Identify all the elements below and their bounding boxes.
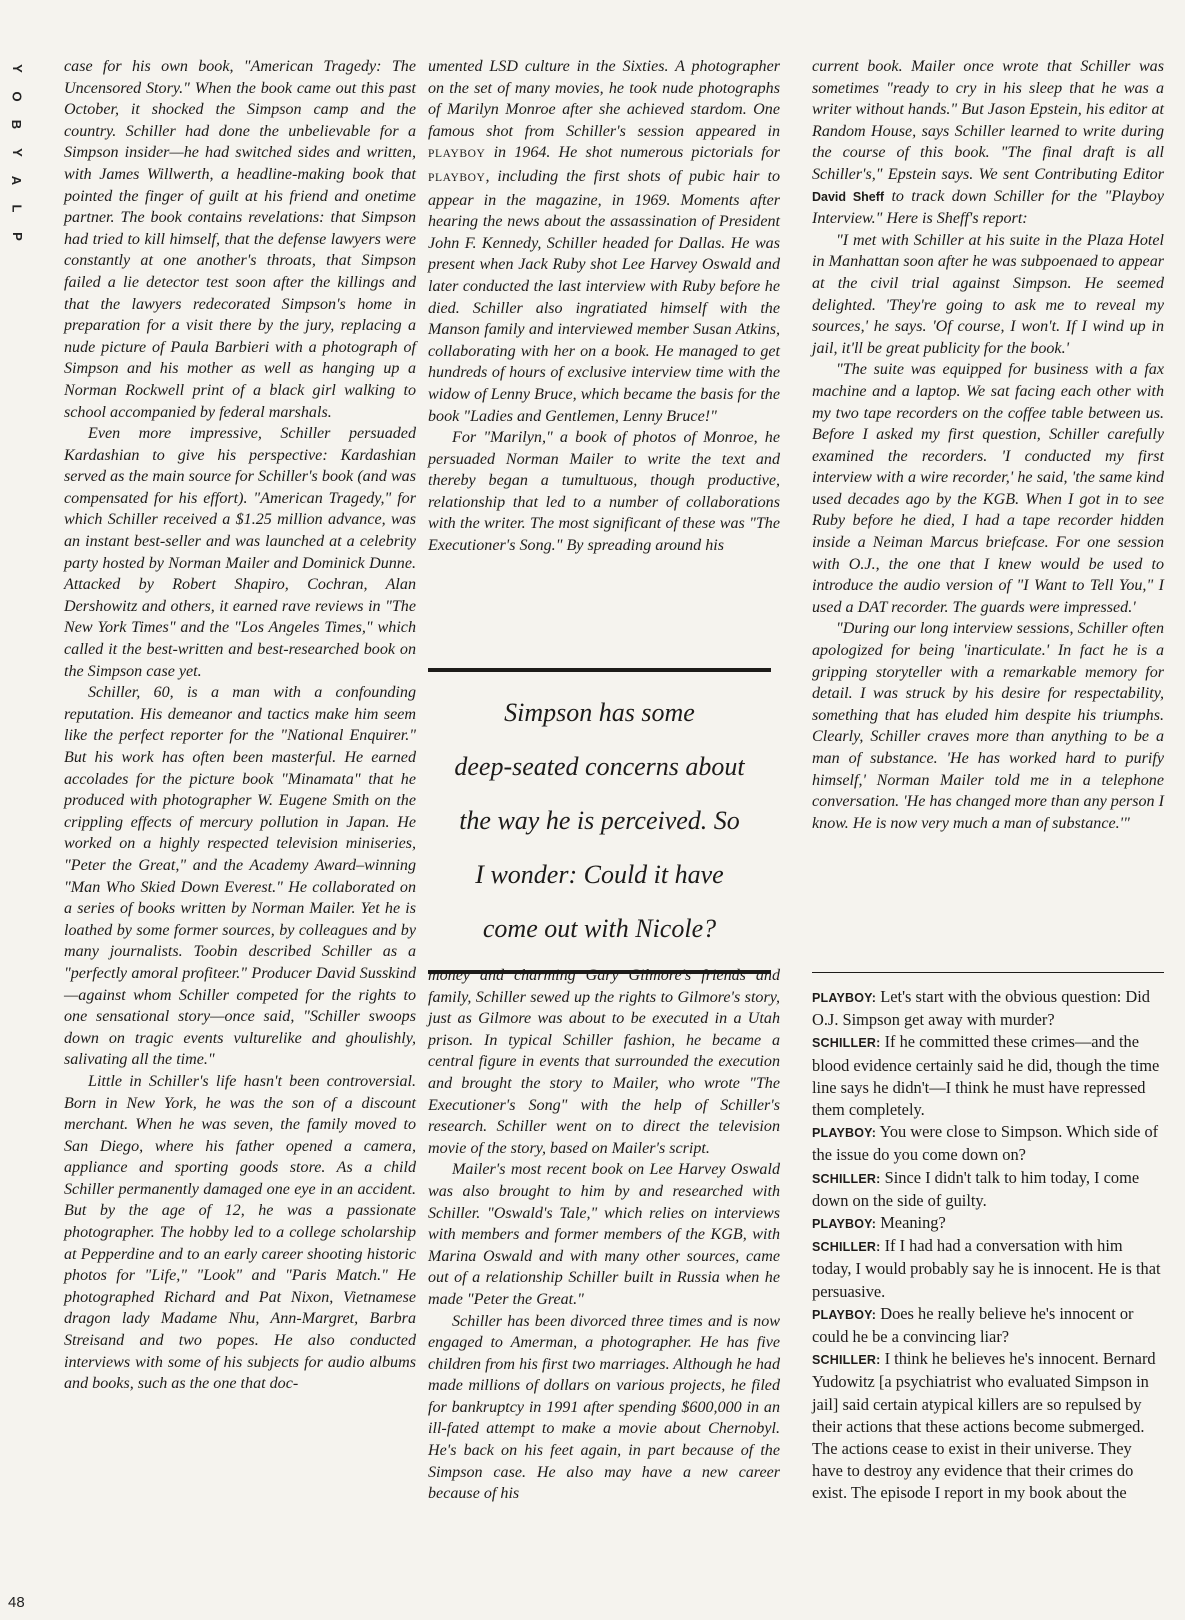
body-paragraph: "I met with Schiller at his suite in the Plaza Hotel in Manhattan soon after he was subpoenaed to appear at the civil trial against Simpson. He seemed delighted. 'They're going to ask me to reveal my sources,' he says. 'Of course, I won't. If I wind up in jail, it'll be great publicity for the book.' — [812, 231, 1164, 357]
pull-quote — [428, 668, 771, 974]
body-paragraph: For "Marilyn," a book of photos of Monroe, he persuaded Norman Mailer to write the text and thereby began a tumultuous, though productive, relationship that led to a number of collaborations with the writer. The most significant of these was "The Executioner's Song." By spreading around his — [428, 429, 780, 555]
speaker-label: PLAYBOY: — [812, 1217, 877, 1232]
column-2 — [428, 56, 780, 557]
pull-quote-line: come out with Nicole? — [482, 914, 717, 943]
speaker-label: PLAYBOY: — [812, 1307, 877, 1322]
contributor-name: David Sheff — [812, 189, 885, 204]
magazine-name: PLAYBOY — [428, 171, 486, 184]
speaker-label: PLAYBOY: — [812, 1126, 877, 1141]
qa-exchange — [812, 1212, 1164, 1235]
body-paragraph: "During our long interview sessions, Schiller often apologized for being 'inarticulate.' In fact he is a gripping storyteller with a remarkable memory for detail. I was struck by his desire for respectability, something that has eluded him despite his triumphs. Clearly, Schiller craves more than anything to be a man of substance. 'He has worked hard to purify himself,' Norman Mailer told me in a telephone conversation. 'He has changed more than any person I know. He is now very much a man of substance.'" — [812, 620, 1164, 832]
qa-exchange — [812, 1167, 1164, 1212]
speaker-label: PLAYBOY: — [812, 991, 877, 1005]
body-paragraph: "The suite was equipped for business with a fax machine and a laptop. We sat facing each other with my two tape recorders on the coffee table between us. Before I asked my first question, Schiller carefully examined the recorders. 'I conducted my first interview with a wire recorder,' he said, 'the same kind used decades ago by the KGB. When I got in to see Ruby before he died, I had a tape recorder hidden inside a Neiman Marcus briefcase. For one session with O.J., the one that I knew would be used to introduce the audio version of "I Want to Tell You," I used a DAT recorder. The guards were impressed.' — [812, 361, 1164, 616]
spine-letter: Y — [9, 64, 25, 73]
qa-text: I think he believes he's innocent. Bernard Yudowitz [a psychiatrist who evaluated Simpson in jail] said certain atypical killers are so repulsed by their actions that these actions become submerged. The actions cease to exist in their universe. They have to destroy any evidence that their crimes do exist. The episode I report in my book about the — [812, 1349, 1156, 1503]
qa-text: Meaning? — [880, 1213, 946, 1233]
spine-letter: A — [9, 175, 25, 186]
body-paragraph — [812, 56, 1164, 230]
section-divider — [812, 972, 1164, 973]
qa-text: You were close to Simpson. Which side of the issue do you come down on? — [812, 1122, 1159, 1165]
body-paragraph: money and charming Gary Gilmore's friends and family, Schiller sewed up the rights to Gilmore's story, just as Gilmore was about to be executed in a Utah prison. In typical Schiller fashion, he became a central figure in events that surrounded the execution and brought the story to Mailer, who wrote "The Executioner's Song" with the help of Schiller's research. Schiller went on to direct the television movie of the story, based on Mailer's script. — [428, 967, 780, 1157]
qa-text: Does he really believe he's innocent or could he be a convincing liar? — [812, 1303, 1134, 1347]
speaker-label: SCHILLER: — [812, 1240, 881, 1255]
qa-exchange — [812, 1235, 1164, 1303]
column-2-continued — [428, 965, 780, 1505]
speaker-label: SCHILLER: — [812, 1036, 881, 1051]
page-number: 48 — [8, 1594, 25, 1611]
pull-quote-line: the way he is perceived. So — [459, 806, 740, 835]
spine-letter: B — [9, 119, 25, 130]
qa-text: Let's start with the obvious question: Did O.J. Simpson get away with murder? — [812, 987, 1150, 1030]
pull-quote-line: deep-seated concerns about — [454, 752, 745, 781]
body-paragraph: Schiller has been divorced three times and is now engaged to Amerman, a photographer. He has five children from his first two marriages. Although he had made millions of dollars on various projects, he filed for bankruptcy in 1991 after spending $600,000 in an ill-fated attempt to make a movie about Chernobyl. He's back on his feet again, in part because of the Simpson case. He also may have a new career because of his — [428, 1312, 780, 1503]
text-run: current book. Mailer once wrote that Schiller was sometimes "ready to cry in his sleep that he was a writer without hands." But Jason Epstein, his editor at Random House, says Schiller learned to write during the course of this book. "The final draft is all Schiller's," Epstein says. We sent Contributing Editor — [812, 58, 1164, 183]
column-1 — [64, 56, 416, 1395]
body-paragraph: case for his own book, "American Tragedy: The Uncensored Story." When the book came out this past October, it shocked the Simpson camp and the country. Schiller had done the unbelievable for a Simpson insider—he had switched sides and written, with James Willwerth, a headline-making book that pointed the finger of guilt at his friend and onetime partner. The book contains revelations: that Simpson had tried to kill himself, that the defense lawyers were constantly at one another's throats, that Simpson failed a lie detector test soon after the killings and that the lawyers redecorated Simpson's home in preparation for a visit there by the jury, replacing a nude picture of Paula Barbieri with a photograph of Simpson and his mother as well as hanging up a Norman Rockwell print of a black girl walking to school accompanied by federal marshals. — [64, 58, 416, 421]
spine-letter: L — [9, 204, 25, 213]
text-run: , including the first shots of pubic hair to appear in the magazine, in 1969. Moments after hearing the news about the assassination of President John F. Kennedy, Schiller headed for Dallas. He was present when Jack Ruby shot Lee Harvey Oswald and later conducted the last interview with Ruby before he died. Schiller also ingratiated himself with the Manson family and interviewed member Susan Atkins, collaborating with her on a book. He managed to get hundreds of hours of exclusive interview time with the widow of Lenny Bruce, which became the basis for the book "Ladies and Gentlemen, Lenny Bruce!" — [428, 167, 780, 425]
pull-quote-line: I wonder: Could it have — [475, 860, 724, 889]
body-paragraph: Little in Schiller's life hasn't been controversial. Born in New York, he was the son of a discount merchant. When he was seven, the family moved to San Diego, where his father opened a camera, appliance and sporting goods store. As a child Schiller permanently damaged one eye in an accident. But by the age of 12, he was a passionate photographer. The hobby led to a college scholarship at Pepperdine and to an early career shooting historic photos for "Life," "Look" and "Paris Match." He photographed Richard and Pat Nixon, Vietnamese dragon lady Madame Nhu, Ann-Margret, Barbra Streisand and two popes. He also conducted interviews with some of his subjects for audio albums and books, such as the one that doc- — [64, 1072, 416, 1393]
spine-letter: P — [9, 232, 25, 241]
qa-exchange — [812, 986, 1164, 1031]
spine-letter: Y — [9, 148, 25, 157]
spine-letter: O — [9, 91, 25, 102]
qa-text: If he committed these crimes—and the blood evidence certainly said he did, though the time line says he didn't—I think he must have repressed them completely. — [812, 1032, 1160, 1120]
body-paragraph: Even more impressive, Schiller persuaded Kardashian to give his perspective: Kardashian served as the main source for Schiller's book (and was compensated for his effort). "American Tragedy," for which Schiller received a $1.25 million advance, was an instant best-seller and was launched at a celebrity party hosted by Norman Mailer and Dominick Dunne. Attacked by Robert Shapiro, Cochran, Alan Dershowitz and others, it earned rave reviews in "The New York Times" and the "Los Angeles Times," which called it the best-written and best-researched book on the Simpson case yet. — [64, 425, 416, 680]
qa-exchange — [812, 1348, 1164, 1504]
text-run: to track down Schiller for the "Playboy Interview." Here is Sheff's report: — [812, 187, 1164, 228]
qa-text: If I had had a conversation with him today, I would probably say he is innocent. He is that persuasive. — [812, 1236, 1161, 1301]
column-3 — [812, 56, 1164, 834]
interview-qa — [812, 986, 1164, 1505]
magazine-name: PLAYBOY — [428, 148, 486, 161]
text-run: umented LSD culture in the Sixties. A photographer on the set of many movies, he took nude photographs of Marilyn Monroe after she achieved stardom. One famous shot from Schiller's session appeared in — [428, 58, 780, 140]
speaker-label: SCHILLER: — [812, 1353, 881, 1368]
magazine-spine-label — [6, 62, 28, 243]
qa-text: Since I didn't talk to him today, I come down on the side of guilty. — [812, 1167, 1140, 1210]
pull-quote-line: Simpson has some — [504, 698, 695, 727]
qa-exchange — [812, 1303, 1164, 1348]
body-paragraph — [428, 56, 780, 427]
text-run: in 1964. He shot numerous pictorials for — [485, 144, 780, 162]
qa-exchange — [812, 1031, 1164, 1121]
speaker-label: SCHILLER: — [812, 1171, 881, 1186]
body-paragraph: Mailer's most recent book on Lee Harvey Oswald was also brought to him by and researched with Schiller. "Oswald's Tale," which relies on interviews with members and former members of the KGB, with Marina Oswald and with many other sources, came out of a relationship Schiller built in Russia when he made "Peter the Great." — [428, 1161, 780, 1308]
body-paragraph: Schiller, 60, is a man with a confounding reputation. His demeanor and tactics make him seem like the perfect reporter for the "National Enquirer." But his work has often been masterful. He earned accolades for the picture book "Minamata" that he produced with photographer W. Eugene Smith on the crippling effects of mercury pollution in Japan. He worked on a highly respected television miniseries, "Peter the Great," and the Academy Award–winning "Man Who Skied Down Everest." He collaborated on a series of books written by Norman Mailer. Yet he is loathed by some former sources, by colleagues and by many journalists. Toobin described Schiller as a "perfectly amoral profiteer." Producer David Susskind—against whom Schiller competed for the rights to one sensational story—once said, "Schiller swoops down on tragic events vulturelike and ghoulishly, salivating all the time." — [64, 684, 416, 1069]
qa-exchange — [812, 1121, 1164, 1166]
